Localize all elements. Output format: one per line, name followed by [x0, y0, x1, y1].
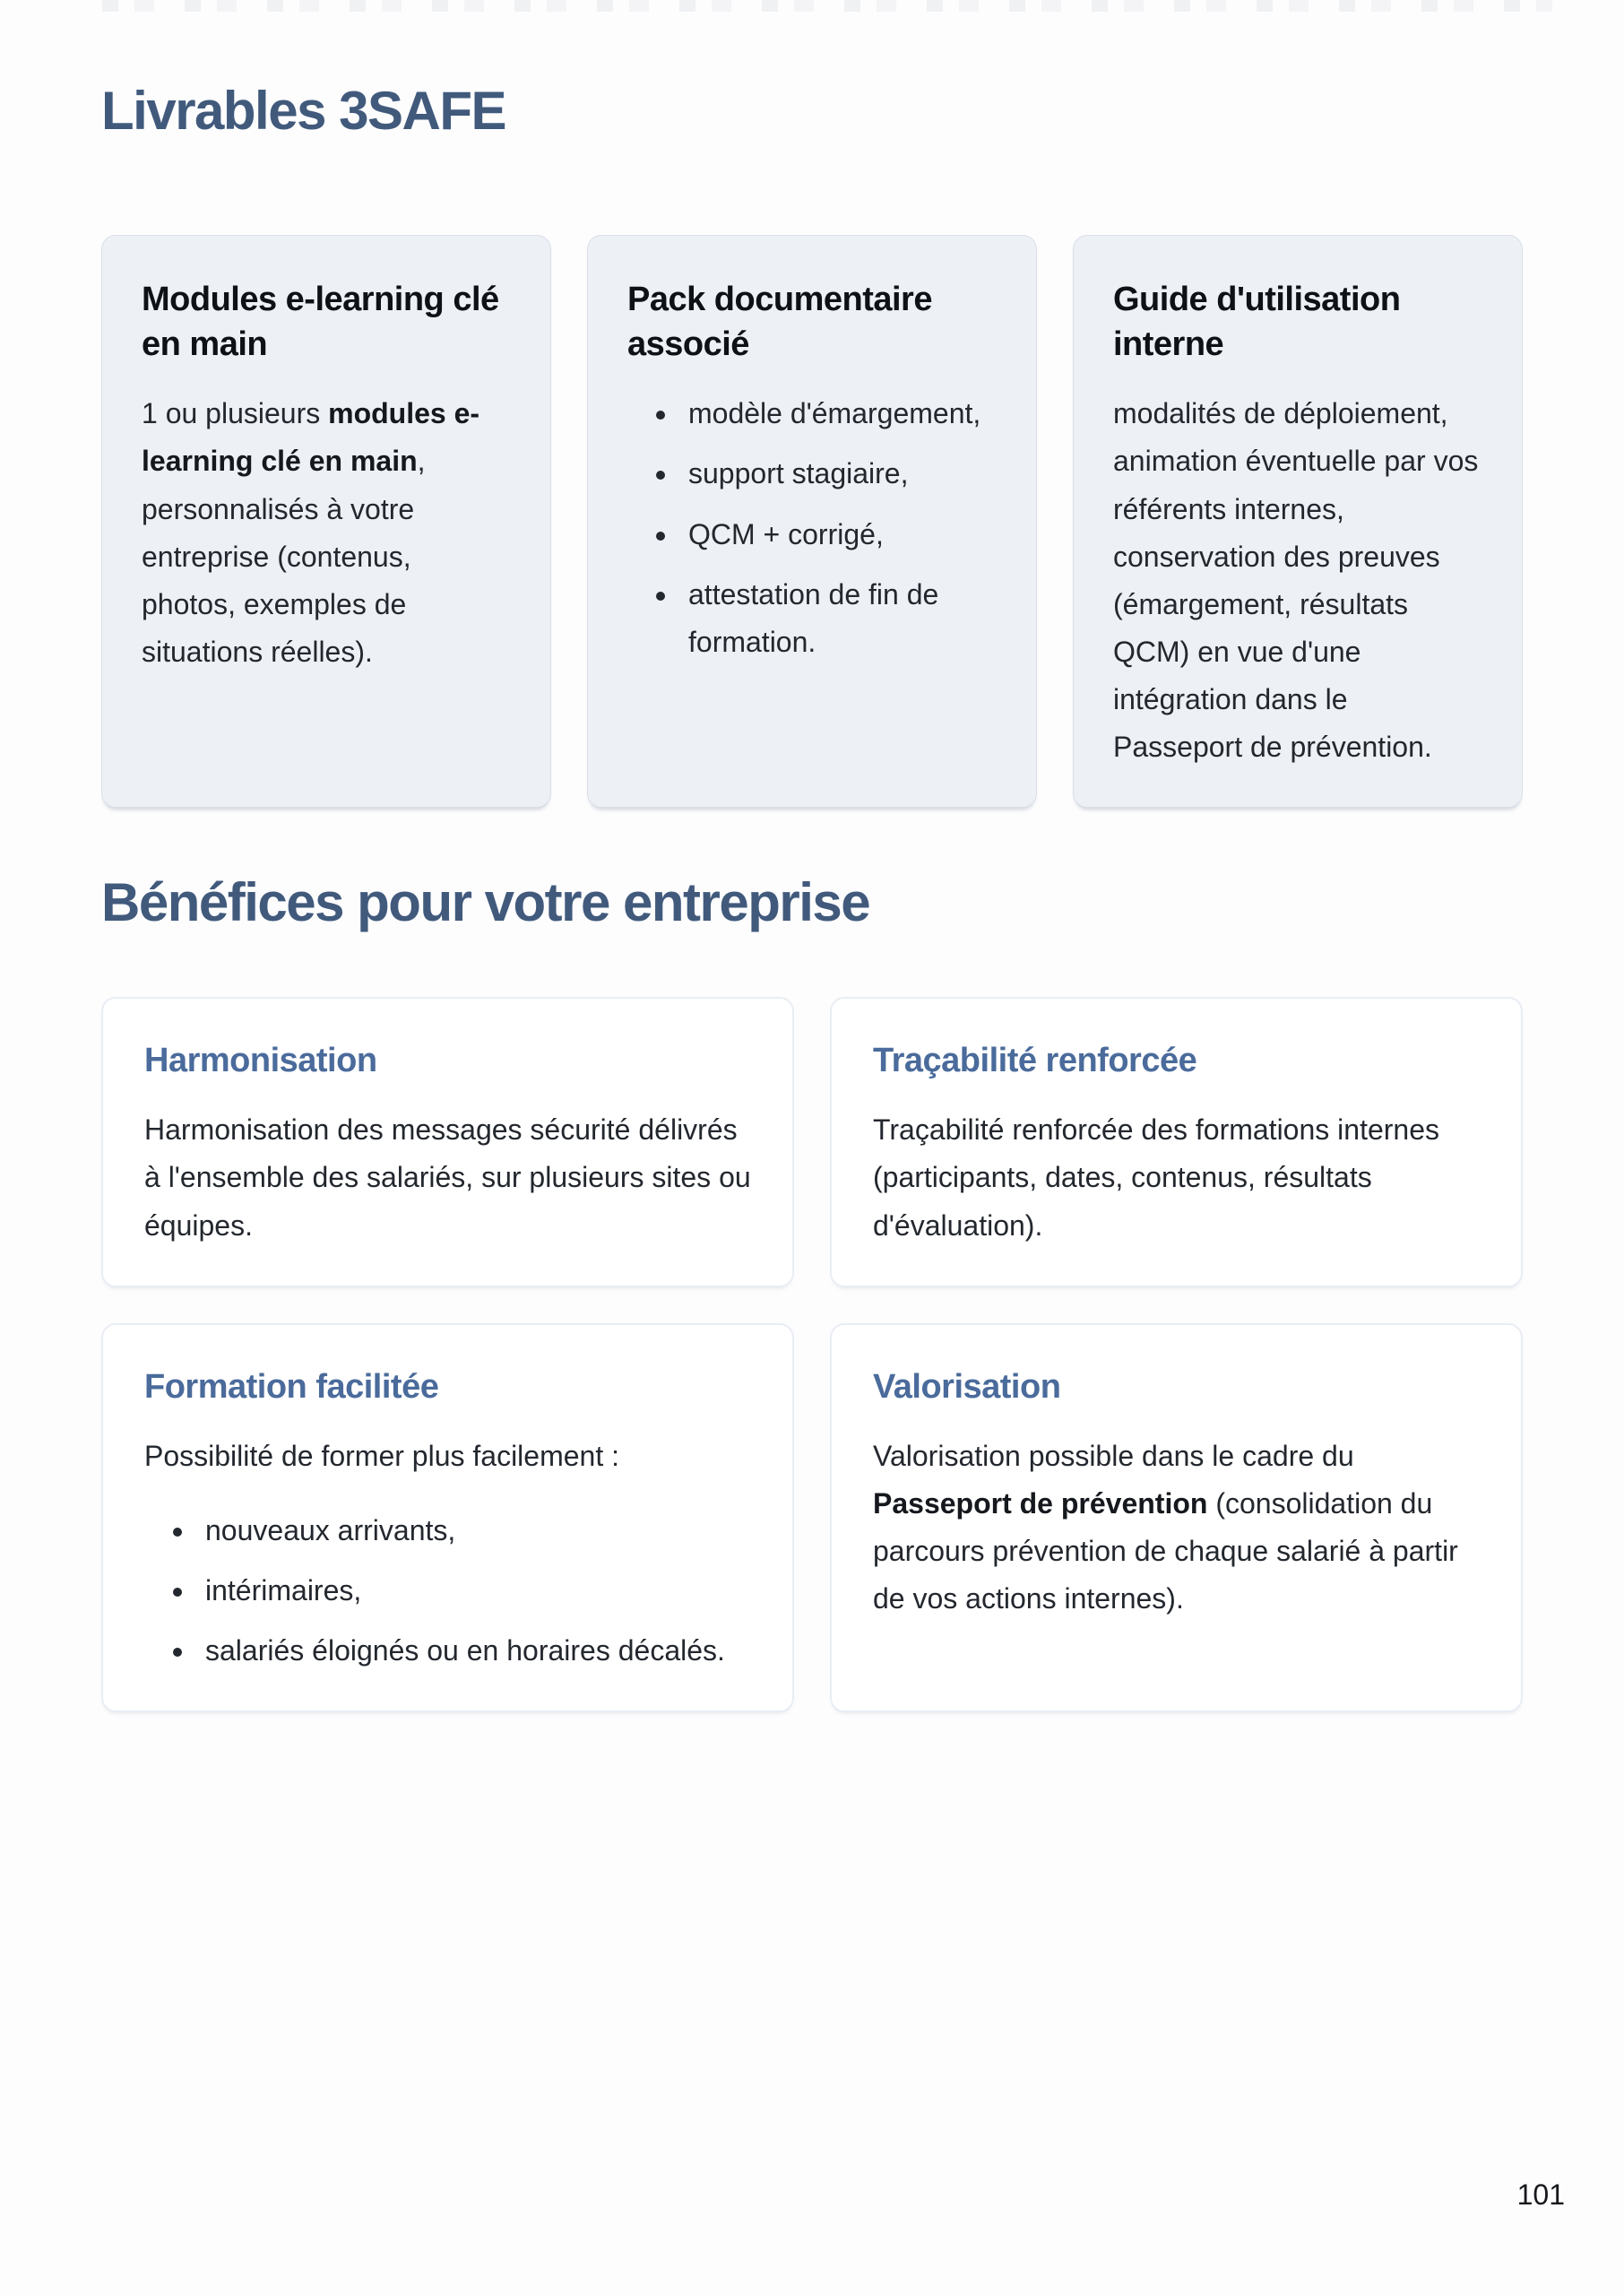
bullet-list — [144, 1507, 753, 1675]
card-intro: Possibilité de former plus facilement : — [144, 1439, 619, 1472]
card-formation-facilitee — [101, 1323, 794, 1713]
cut-off-text-fragments — [72, 0, 1552, 12]
card-title: Pack documentaire associé — [627, 281, 932, 364]
card-title: Traçabilité renforcée — [873, 1042, 1197, 1080]
card-title: Guide d'utilisation interne — [1113, 281, 1401, 364]
bullet-list — [627, 390, 998, 666]
card-title: Formation facilitée — [144, 1367, 439, 1406]
body-text: Valorisation possible dans le cadre du — [873, 1439, 1354, 1472]
livrables-cards-row — [101, 235, 1523, 808]
page-title-benefices: Bénéfices pour votre entreprise — [101, 872, 870, 933]
card-body — [873, 1106, 1481, 1249]
card-guide-utilisation — [1073, 235, 1523, 808]
card-title: Valorisation — [873, 1367, 1061, 1406]
body-text: , personnalisés à votre entreprise (contenus, photos, exemples de situations réelles). — [142, 445, 426, 668]
list-item: • salariés éloignés ou en horaires décalés. — [196, 1627, 753, 1675]
card-body — [144, 1106, 753, 1249]
card-valorisation — [830, 1323, 1523, 1713]
page-title-livrables: Livrables 3SAFE — [101, 81, 506, 141]
body-text: Harmonisation des messages sécurité délivrés à l'ensemble des salariés, sur plusieurs sites ou équipes. — [144, 1113, 751, 1242]
list-item: • modèle d'émargement, — [679, 390, 998, 437]
list-item: • support stagiaire, — [679, 450, 998, 498]
body-text: 1 ou plusieurs — [142, 397, 329, 430]
card-title: Harmonisation — [144, 1042, 377, 1080]
card-body — [142, 390, 513, 676]
page-number: 101 — [1516, 2178, 1565, 2211]
list-item: • nouveaux arrivants, — [196, 1507, 753, 1555]
body-text: modalités de déploiement, animation éventuelle par vos référents internes, conservation des preuves (émargement, résultats QCM) en vue d'une intégration dans le Passeport de prévention. — [1113, 397, 1479, 764]
card-body — [1113, 390, 1484, 771]
card-modules-elearning — [101, 235, 551, 808]
body-text: Traçabilité renforcée des formations internes (participants, dates, contenus, résultats d'évaluation). — [873, 1113, 1439, 1242]
card-pack-documentaire — [587, 235, 1037, 808]
list-item: • QCM + corrigé, — [679, 511, 998, 559]
list-item: • attestation de fin de formation. — [679, 571, 998, 666]
body-text-bold: modules e-learning clé en main — [142, 397, 480, 478]
card-title: Modules e-learning clé en main — [142, 281, 499, 364]
card-tracabilite — [830, 997, 1523, 1286]
card-body — [873, 1433, 1481, 1623]
body-text: (consolidation du parcours prévention de chaque salarié à partir de vos actions internes). — [873, 1486, 1458, 1615]
list-item: • intérimaires, — [196, 1567, 753, 1615]
body-text-bold: Passeport de prévention — [873, 1486, 1208, 1520]
card-harmonisation — [101, 997, 794, 1286]
benefices-cards-grid — [101, 997, 1523, 1712]
